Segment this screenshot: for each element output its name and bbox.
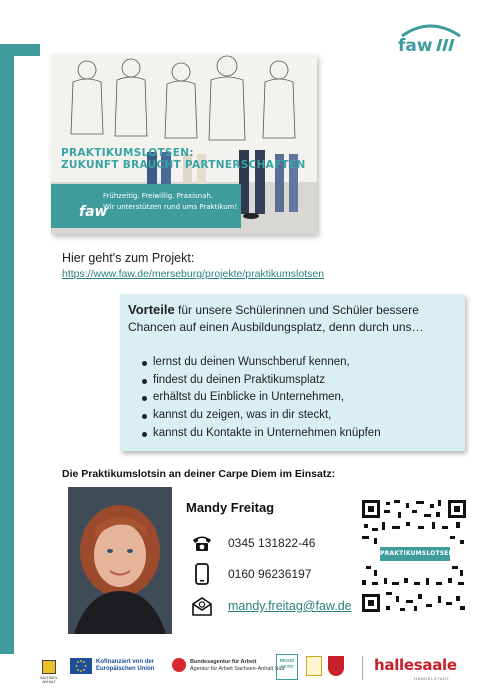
phone-number[interactable]: 0345 131822-46 [228, 536, 316, 550]
mobile-phone-icon [192, 563, 212, 585]
benefits-intro [128, 301, 463, 336]
benefits-lead: Vorteile [128, 302, 175, 317]
contact-name: Mandy Freitag [186, 500, 275, 515]
halle-saale-logo: hallesaale [374, 656, 457, 674]
mobile-number[interactable]: 0160 96236197 [228, 567, 312, 581]
list-item: lernst du deinen Wunschberuf kennen, [142, 354, 381, 372]
eu-flag-icon [70, 658, 92, 674]
faw-logo-text: faw [398, 36, 433, 54]
contact-heading: Die Praktikumslotsin an deiner Carpe Diem im Einsatz: [62, 468, 336, 480]
campaign-faw-logo: faw [79, 204, 108, 220]
qr-code[interactable] [362, 500, 466, 612]
telephone-icon [192, 532, 212, 554]
regio-aktiv-logo: REGIO AKTIV [276, 654, 298, 680]
phone-row [192, 531, 315, 555]
list-item: findest du deinen Praktikumsplatz [142, 372, 381, 390]
list-item: kannst du Kontakte in Unternehmen knüpfen [142, 425, 381, 443]
campaign-subtitle: Frühzeitig. Freiwillig. Praxisnah. Wir unterstützen rund ums Praktikum! [103, 192, 238, 211]
campaign-title: PRAKTIKUMSLOTSEN: ZUKUNFT BRAUCHT PARTNERSCHAFTEN [61, 147, 306, 171]
divider [362, 656, 363, 680]
eu-cofunding-text: Kofinanziert von der Europäischen Union [96, 659, 155, 672]
email-icon [192, 595, 212, 617]
list-item: kannst du zeigen, was in dir steckt, [142, 407, 381, 425]
coat-of-arms-icon [42, 660, 56, 674]
decorative-accent-bar [0, 44, 40, 654]
qr-label: PRAKTIKUMSLOTSEN [380, 547, 450, 561]
benefits-list [142, 354, 381, 443]
mobile-row [192, 562, 311, 586]
halle-saale-subtitle: HÄNDELSTADT [414, 676, 450, 681]
project-link[interactable]: https://www.faw.de/merseburg/projekte/praktikumslotsen [62, 268, 325, 280]
project-intro-text: Hier geht's zum Projekt: [62, 251, 195, 265]
sponsor-footer [0, 652, 495, 692]
sachsen-anhalt-logo: SACHSEN-ANHALT [34, 660, 64, 684]
city-crest-icon [328, 656, 344, 676]
email-link[interactable]: mandy.freitag@faw.de [228, 599, 352, 613]
emblem-logo [306, 656, 322, 676]
benefits-box [120, 294, 465, 451]
list-item: erhältst du Einblicke in Unternehmen, [142, 389, 381, 407]
benefits-lead-rest: für unsere Schülerinnen und Schüler bessere Chancen auf einen Ausbildungsplatz, denn durch uns… [128, 303, 424, 334]
email-row [192, 594, 352, 618]
bundesagentur-text: Bundesagentur für Arbeit Agentur für Arbeit Sachsen-Anhalt Süd [190, 659, 285, 672]
bundesagentur-logo-icon [172, 658, 186, 672]
campaign-image [51, 54, 317, 234]
faw-logo [394, 22, 466, 54]
portrait-photo [68, 487, 172, 634]
